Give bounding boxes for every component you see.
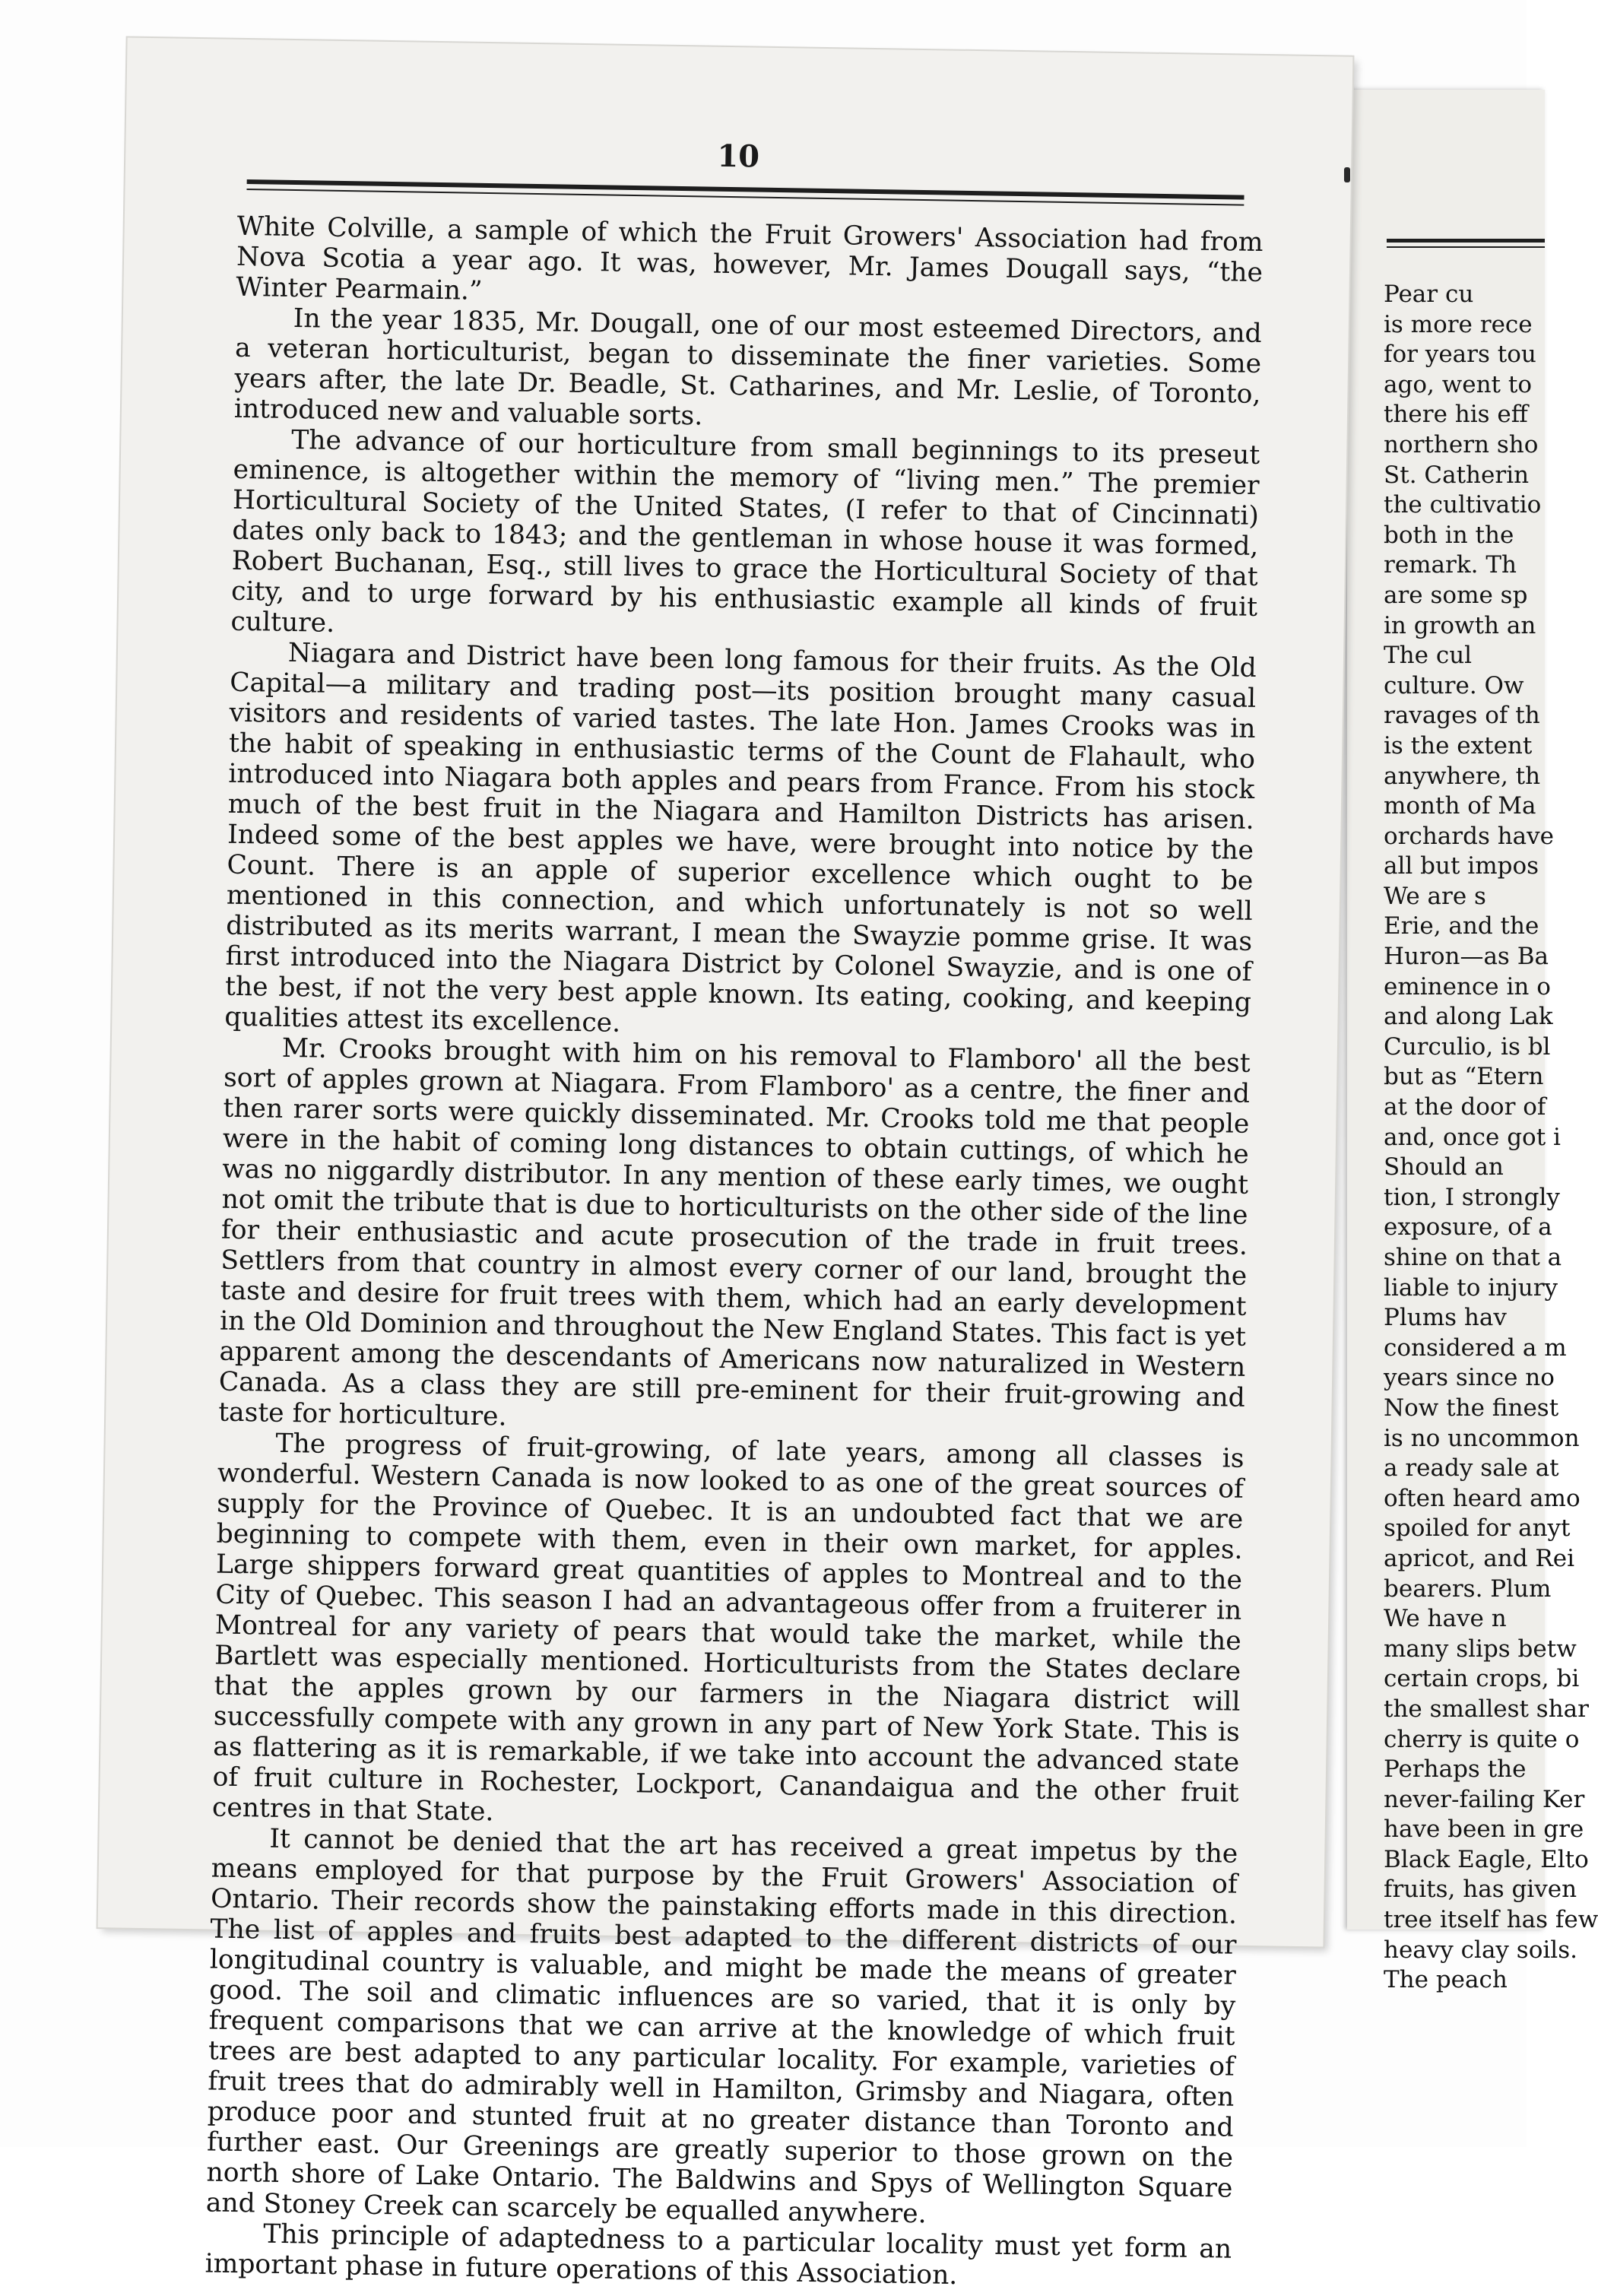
adjacent-page-line: eminence in o bbox=[1384, 972, 1551, 1001]
adjacent-page-line: northern sho bbox=[1384, 430, 1539, 458]
adjacent-page-line: is more rece bbox=[1384, 310, 1533, 338]
adjacent-page-line: both in the bbox=[1384, 521, 1514, 549]
adjacent-page-line: many slips betw bbox=[1384, 1635, 1577, 1663]
adjacent-page-rule-thick bbox=[1387, 239, 1545, 243]
page-body bbox=[205, 211, 1263, 2295]
adjacent-page-line: never-failing Ker bbox=[1384, 1785, 1585, 1813]
adjacent-page-line: Pear cu bbox=[1384, 281, 1474, 308]
adjacent-page-line: tion, I strongly bbox=[1384, 1183, 1560, 1211]
adjacent-page-line: The peach bbox=[1384, 1966, 1508, 1994]
adjacent-page-line: Should an bbox=[1384, 1153, 1504, 1181]
paragraph: In the year 1835, Mr. Dougall, one of our most esteemed Directors, and a veteran horticulturist, began to disseminate the finer varieties. Some years after, the late Dr. Beadle, St. Catharines, and Mr. Leslie, of Toronto, introduced new and valuable sorts. bbox=[233, 303, 1263, 432]
paragraph: It cannot be denied that the art has received a great impetus by the means employed for that purpose by the Fruit Growers' Association of Ontario. Their records show the painstaking efforts made in this direction. The list of apples and fruits best adapted to the different districts of our longitudinal country is valuable, and might be made the means of greater good. The soil and climatic influences are so varied, that it is only by frequent comparisons that we can arrive at the knowledge of which fruit trees are best adapted to any particular locality. For example, varieties of fruit trees that do admirably well in Hamilton, Grimsby and Niagara, often produce poor and stunted fruit at no greater distance than Toronto and further east. Our Greenings are greatly superior to those grown on the north shore of Lake Ontario. The Baldwins and Spys of Wellington Square and Stoney Creek can scarcely be equalled anywhere. bbox=[205, 1823, 1238, 2230]
adjacent-page-line: Curculio, is bl bbox=[1384, 1032, 1551, 1061]
page-edge-mark bbox=[1344, 167, 1350, 182]
adjacent-page-line: culture. Ow bbox=[1384, 671, 1524, 699]
adjacent-page-line: ravages of th bbox=[1384, 702, 1540, 730]
paragraph: The progress of fruit-growing, of late years, among all classes is wonderful. Western Canada is now looked to as one of the great sources of supply for the Province of Quebec. It is an undoubted fact that we are beginning to compete with them, even in their own market, for apples. Large shippers forward great quantities of apples to Montreal and to the City of Quebec. This season I had an advantageous offer from a fruiterer in Montreal for any variety of pears that would take the market, while the Bartlett was especially mentioned. Horticulturists from the States declare that the apples grown by our farmers in the Niagara district will successfully compete with any grown in any part of New York State. This is as flattering as it is remarkable, if we take into account the advanced state of fruit culture in Rochester, Lockport, Canandaigua and the other fruit centres in that State. bbox=[211, 1428, 1244, 1828]
adjacent-page-line: anywhere, th bbox=[1384, 762, 1541, 790]
adjacent-page-line: shine on that a bbox=[1384, 1244, 1562, 1271]
adjacent-page-text bbox=[1384, 280, 1598, 1996]
document-page bbox=[98, 37, 1353, 2291]
adjacent-page-line: at the door of bbox=[1384, 1093, 1546, 1121]
adjacent-page-line: liable to injury bbox=[1384, 1273, 1558, 1302]
adjacent-page-line: apricot, and Rei bbox=[1384, 1544, 1574, 1572]
adjacent-page-line: orchards have bbox=[1384, 822, 1555, 850]
adjacent-page-line: but as “Etern bbox=[1384, 1063, 1544, 1091]
adjacent-page-line: there his eff bbox=[1384, 401, 1528, 429]
adjacent-page-line: We have n bbox=[1384, 1605, 1507, 1633]
adjacent-page-line: is the extent bbox=[1384, 731, 1533, 760]
adjacent-page-line: all but impos bbox=[1384, 852, 1539, 880]
adjacent-page-line: heavy clay soils. bbox=[1384, 1936, 1577, 1964]
adjacent-page-line: bearers. Plum bbox=[1384, 1575, 1552, 1603]
adjacent-page-line: Plums hav bbox=[1384, 1304, 1507, 1332]
adjacent-page-line: have been in gre bbox=[1384, 1816, 1584, 1844]
adjacent-page-line: certain crops, bi bbox=[1384, 1665, 1580, 1693]
adjacent-page-line: in growth an bbox=[1384, 611, 1536, 639]
adjacent-page-line: month of Ma bbox=[1384, 792, 1536, 820]
adjacent-page-line: years since no bbox=[1384, 1364, 1555, 1392]
adjacent-page-line: considered a m bbox=[1384, 1334, 1567, 1362]
adjacent-page-line: is no uncommon bbox=[1384, 1424, 1580, 1452]
adjacent-page-line: the smallest shar bbox=[1384, 1695, 1589, 1723]
paragraph: This principle of adaptedness to a particular locality must yet form an important phase in future operations of this Association. bbox=[205, 2218, 1232, 2291]
adjacent-page-line: Black Eagle, Elto bbox=[1384, 1845, 1589, 1873]
adjacent-page-line: and along Lak bbox=[1384, 1003, 1553, 1031]
adjacent-page-line: remark. Th bbox=[1384, 551, 1517, 579]
adjacent-page-line: Perhaps the bbox=[1384, 1755, 1527, 1784]
paragraph: White Colville, a sample of which the Fruit Growers' Association had from Nova Scotia a year ago. It was, however, Mr. James Dougall says, “the Winter Pearmain.” bbox=[236, 211, 1263, 306]
adjacent-page-line: Now the finest bbox=[1384, 1394, 1559, 1422]
adjacent-page-line: Erie, and the bbox=[1384, 912, 1539, 940]
adjacent-page-line: and, once got i bbox=[1384, 1123, 1561, 1151]
adjacent-page bbox=[1347, 90, 1598, 1994]
adjacent-page-line: tree itself has few bbox=[1384, 1906, 1598, 1934]
page-number: 10 bbox=[717, 138, 760, 175]
adjacent-page-line: Huron—as Ba bbox=[1384, 943, 1549, 971]
adjacent-page-line: St. Catherin bbox=[1384, 461, 1530, 489]
adjacent-page-rule-thin bbox=[1387, 246, 1545, 248]
adjacent-page-line: often heard amo bbox=[1384, 1484, 1581, 1512]
adjacent-page-line: exposure, of a bbox=[1384, 1213, 1552, 1242]
adjacent-page-line: a ready sale at bbox=[1384, 1454, 1559, 1483]
paragraph: The advance of our horticulture from small beginnings to its preseut eminence, is altogether within the memory of “living men.” The premier Horticultural Society of the United States, (I refer to that of Cincinnati) dates only back to 1843; and the gentleman in whose house it was formed, Robert Buchanan, Esq., still lives to grace the Horticultural Society of that city, and to urge forward by his enthusiastic example all kinds of fruit culture. bbox=[230, 424, 1260, 639]
adjacent-page-line: We are s bbox=[1384, 882, 1486, 910]
adjacent-page-line: cherry is quite o bbox=[1384, 1725, 1580, 1753]
adjacent-page-line: The cul bbox=[1384, 642, 1473, 670]
adjacent-page-line: the cultivatio bbox=[1384, 491, 1542, 519]
adjacent-page-line: are some sp bbox=[1384, 581, 1528, 609]
adjacent-page-line: spoiled for anyt bbox=[1384, 1514, 1571, 1543]
paragraph: Mr. Crooks brought with him on his removal to Flamboro' all the best sort of apples grown at Niagara. From Flamboro' as a centre, the finer and then rarer sorts were quickly disseminated. Mr. Crooks told me that people were in the habit of coming long distances to obtain cuttings, of which he was no niggardly distributor. In any mention of these early times, we ought not omit the tribute that is due to horticulturists on the other side of the line for their enthusiastic and acute prosecution of the trade in fruit trees. Settlers from that country in almost every corner of our land, brought the taste and desire for fruit trees with them, which had an early development in the Old Dominion and throughout the New England States. This fact is yet apparent among the descendants of Americans now naturalized in Western Canada. As a class they are still pre-eminent for their fruit-growing and taste for horticulture. bbox=[217, 1032, 1251, 1432]
adjacent-page-line: fruits, has given bbox=[1384, 1876, 1577, 1904]
adjacent-page-line: for years tou bbox=[1384, 341, 1536, 369]
paragraph: Niagara and District have been long famous for their fruits. As the Old Capital—a military and trading post—its position brought many casual visitors and residents of varied tastes. The late Hon. James Crooks was in the habit of speaking in enthusiastic terms of the Count de Flahault, who introduced into Niagara both apples and pears from France. From his stock much of the best fruit in the Niagara and Hamilton Districts has arisen. Indeed some of the best apples we have, were brought into notice by the Count. There is an apple of superior excellence which ought to be mentioned in this connection, and which unfortunately is not so well distributed as its merits warrant, I mean the Swayzie pomme grise. It was first introduced into the Niagara District by Colonel Swayzie, and is one of the best, if not the very best apple known. Its eating, cooking, and keeping qualities attest its excellence. bbox=[224, 637, 1257, 1039]
adjacent-page-line: ago, went to bbox=[1384, 370, 1532, 398]
